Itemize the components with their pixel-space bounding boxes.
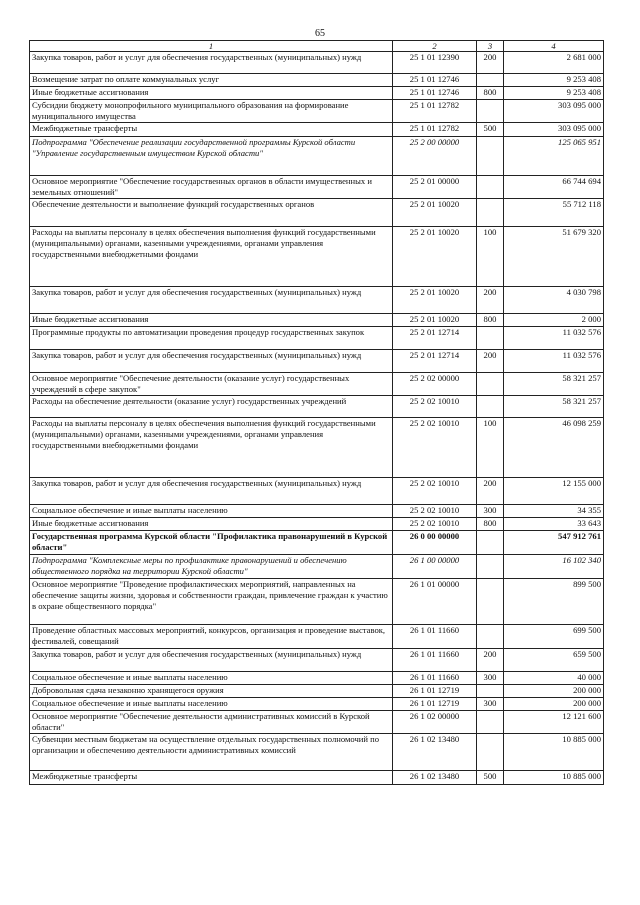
row-code: 26 1 01 12719 <box>393 698 477 711</box>
table-row <box>30 711 604 734</box>
row-code: 25 2 01 12714 <box>393 327 477 350</box>
table-row <box>30 74 604 87</box>
table-row <box>30 327 604 350</box>
row-code: 26 0 00 00000 <box>393 531 477 555</box>
table-row <box>30 176 604 199</box>
row-code: 26 1 00 00000 <box>393 555 477 579</box>
table-row <box>30 287 604 314</box>
column-header: 3 <box>477 41 504 52</box>
row-name: Возмещение затрат по оплате коммунальных услуг <box>30 74 393 87</box>
row-amount: 2 681 000 <box>504 52 604 74</box>
row-amount: 46 098 259 <box>504 418 604 478</box>
row-type: 800 <box>477 87 504 100</box>
table-row <box>30 52 604 74</box>
row-type <box>477 625 504 649</box>
row-type <box>477 579 504 625</box>
row-type: 300 <box>477 505 504 518</box>
row-code: 26 1 02 13480 <box>393 771 477 785</box>
table-row <box>30 199 604 227</box>
row-type: 800 <box>477 314 504 327</box>
row-code: 26 1 02 13480 <box>393 734 477 771</box>
row-type: 200 <box>477 649 504 672</box>
row-type: 800 <box>477 518 504 531</box>
row-name: Социальное обеспечение и иные выплаты населению <box>30 698 393 711</box>
row-type: 500 <box>477 123 504 137</box>
table-row <box>30 555 604 579</box>
row-type <box>477 685 504 698</box>
row-code: 25 2 02 10010 <box>393 505 477 518</box>
row-name: Подпрограмма "Комплексные меры по профилактике правонарушений и обеспечению общественного порядка на территории Курской области" <box>30 555 393 579</box>
table-row <box>30 227 604 287</box>
table-row <box>30 505 604 518</box>
row-amount: 659 500 <box>504 649 604 672</box>
row-amount: 58 321 257 <box>504 373 604 396</box>
row-type <box>477 555 504 579</box>
table-row <box>30 418 604 478</box>
table-row <box>30 579 604 625</box>
row-name: Основное мероприятие "Обеспечение деятельности административных комиссий в Курской области" <box>30 711 393 734</box>
row-amount: 699 500 <box>504 625 604 649</box>
row-code: 25 2 01 10020 <box>393 199 477 227</box>
row-code: 25 2 02 10010 <box>393 418 477 478</box>
row-name: Иные бюджетные ассигнования <box>30 518 393 531</box>
row-amount: 547 912 761 <box>504 531 604 555</box>
row-code: 25 2 01 00000 <box>393 176 477 199</box>
table-row <box>30 672 604 685</box>
row-type <box>477 734 504 771</box>
row-name: Субсидии бюджету монопрофильного муниципального образования на формирование муниципального имущества <box>30 100 393 123</box>
budget-table <box>29 40 604 785</box>
row-name: Обеспечение деятельности и выполнение функций государственных органов <box>30 199 393 227</box>
row-name: Субвенции местным бюджетам на осуществление отдельных государственных полномочий по организации и обеспечению деятельности административных комиссий <box>30 734 393 771</box>
page-number: 65 <box>315 28 325 39</box>
table-row <box>30 625 604 649</box>
row-type: 100 <box>477 227 504 287</box>
row-name: Закупка товаров, работ и услуг для обеспечения государственных (муниципальных) нужд <box>30 52 393 74</box>
table-row <box>30 100 604 123</box>
row-amount: 200 000 <box>504 685 604 698</box>
table-row <box>30 734 604 771</box>
row-type <box>477 373 504 396</box>
row-amount: 55 712 118 <box>504 199 604 227</box>
row-name: Закупка товаров, работ и услуг для обеспечения государственных (муниципальных) нужд <box>30 287 393 314</box>
row-name: Закупка товаров, работ и услуг для обеспечения государственных (муниципальных) нужд <box>30 478 393 505</box>
row-code: 26 1 01 12719 <box>393 685 477 698</box>
row-type <box>477 74 504 87</box>
table-row <box>30 771 604 785</box>
row-type: 200 <box>477 478 504 505</box>
row-type: 300 <box>477 698 504 711</box>
row-amount: 303 095 000 <box>504 100 604 123</box>
row-amount: 34 355 <box>504 505 604 518</box>
row-code: 25 1 01 12746 <box>393 74 477 87</box>
table-row <box>30 123 604 137</box>
table-row <box>30 518 604 531</box>
row-amount: 9 253 408 <box>504 74 604 87</box>
table-row <box>30 531 604 555</box>
row-name: Социальное обеспечение и иные выплаты населению <box>30 505 393 518</box>
row-name: Межбюджетные трансферты <box>30 123 393 137</box>
row-type <box>477 199 504 227</box>
row-name: Расходы на выплаты персоналу в целях обеспечения выполнения функций государственными (муниципальными) органами, казенными учреждениями, органами управления государственными внебюджетными фондами <box>30 227 393 287</box>
row-amount: 33 643 <box>504 518 604 531</box>
row-name: Расходы на выплаты персоналу в целях обеспечения выполнения функций государственными (муниципальными) органами, казенными учреждениями, органами управления государственными внебюджетными фондами <box>30 418 393 478</box>
row-amount: 10 885 000 <box>504 771 604 785</box>
row-amount: 9 253 408 <box>504 87 604 100</box>
row-code: 25 2 02 00000 <box>393 373 477 396</box>
row-code: 25 2 02 10010 <box>393 478 477 505</box>
table-row <box>30 87 604 100</box>
row-name: Межбюджетные трансферты <box>30 771 393 785</box>
row-name: Подпрограмма "Обеспечение реализации государственной программы Курской области "Управление государственным имуществом Курской области" <box>30 137 393 176</box>
table-row <box>30 649 604 672</box>
row-name: Иные бюджетные ассигнования <box>30 314 393 327</box>
row-code: 26 1 01 11660 <box>393 672 477 685</box>
table-header-row <box>30 41 604 52</box>
table-row <box>30 314 604 327</box>
row-name: Расходы на обеспечение деятельности (оказание услуг) государственных учреждений <box>30 396 393 418</box>
table-row <box>30 137 604 176</box>
row-amount: 16 102 340 <box>504 555 604 579</box>
row-type: 300 <box>477 672 504 685</box>
row-amount: 58 321 257 <box>504 396 604 418</box>
row-amount: 899 500 <box>504 579 604 625</box>
row-code: 25 1 01 12782 <box>393 123 477 137</box>
table-row <box>30 373 604 396</box>
row-name: Социальное обеспечение и иные выплаты населению <box>30 672 393 685</box>
row-code: 25 2 02 10010 <box>393 396 477 418</box>
row-name: Государственная программа Курской области "Профилактика правонарушений в Курской области" <box>30 531 393 555</box>
row-name: Добровольная сдача незаконно хранящегося оружия <box>30 685 393 698</box>
row-code: 26 1 01 11660 <box>393 625 477 649</box>
row-amount: 12 121 600 <box>504 711 604 734</box>
row-code: 25 2 00 00000 <box>393 137 477 176</box>
row-type <box>477 531 504 555</box>
row-name: Программные продукты по автоматизации проведения процедур государственных закупок <box>30 327 393 350</box>
row-type: 200 <box>477 350 504 373</box>
row-type <box>477 100 504 123</box>
row-type: 500 <box>477 771 504 785</box>
row-code: 25 2 01 10020 <box>393 287 477 314</box>
table-row <box>30 350 604 373</box>
row-amount: 12 155 000 <box>504 478 604 505</box>
row-code: 25 2 01 10020 <box>393 227 477 287</box>
table-row <box>30 478 604 505</box>
row-code: 25 2 02 10010 <box>393 518 477 531</box>
row-type: 200 <box>477 287 504 314</box>
row-amount: 303 095 000 <box>504 123 604 137</box>
row-code: 26 1 01 00000 <box>393 579 477 625</box>
row-amount: 11 032 576 <box>504 327 604 350</box>
column-header: 4 <box>504 41 604 52</box>
row-amount: 66 744 694 <box>504 176 604 199</box>
row-type <box>477 711 504 734</box>
row-code: 26 1 01 11660 <box>393 649 477 672</box>
row-amount: 11 032 576 <box>504 350 604 373</box>
row-type <box>477 137 504 176</box>
row-name: Иные бюджетные ассигнования <box>30 87 393 100</box>
row-name: Закупка товаров, работ и услуг для обеспечения государственных (муниципальных) нужд <box>30 649 393 672</box>
row-name: Закупка товаров, работ и услуг для обеспечения государственных (муниципальных) нужд <box>30 350 393 373</box>
column-header: 2 <box>393 41 477 52</box>
row-amount: 125 065 951 <box>504 137 604 176</box>
row-code: 25 2 01 10020 <box>393 314 477 327</box>
row-code: 26 1 02 00000 <box>393 711 477 734</box>
row-name: Основное мероприятие "Обеспечение деятельности (оказание услуг) государственных учреждений в сфере закупок" <box>30 373 393 396</box>
row-type: 200 <box>477 52 504 74</box>
row-type: 100 <box>477 418 504 478</box>
row-amount: 4 030 798 <box>504 287 604 314</box>
row-amount: 40 000 <box>504 672 604 685</box>
row-amount: 51 679 320 <box>504 227 604 287</box>
row-name: Проведение областных массовых мероприятий, конкурсов, организация и проведение выставок, фестивалей, совещаний <box>30 625 393 649</box>
row-code: 25 1 01 12390 <box>393 52 477 74</box>
table-row <box>30 698 604 711</box>
row-name: Основное мероприятие "Проведение профилактических мероприятий, направленных на обеспечение защиты жизни, здоровья и собственности граждан, привлечение граждан к участию в охране общественного порядка" <box>30 579 393 625</box>
row-code: 25 2 01 12714 <box>393 350 477 373</box>
row-amount: 10 885 000 <box>504 734 604 771</box>
row-type <box>477 396 504 418</box>
row-amount: 2 000 <box>504 314 604 327</box>
row-type <box>477 327 504 350</box>
column-header: 1 <box>30 41 393 52</box>
row-name: Основное мероприятие "Обеспечение государственных органов в области имущественных и земельных отношений" <box>30 176 393 199</box>
row-amount: 200 000 <box>504 698 604 711</box>
table-row <box>30 396 604 418</box>
row-code: 25 1 01 12746 <box>393 87 477 100</box>
row-type <box>477 176 504 199</box>
row-code: 25 1 01 12782 <box>393 100 477 123</box>
table-row <box>30 685 604 698</box>
